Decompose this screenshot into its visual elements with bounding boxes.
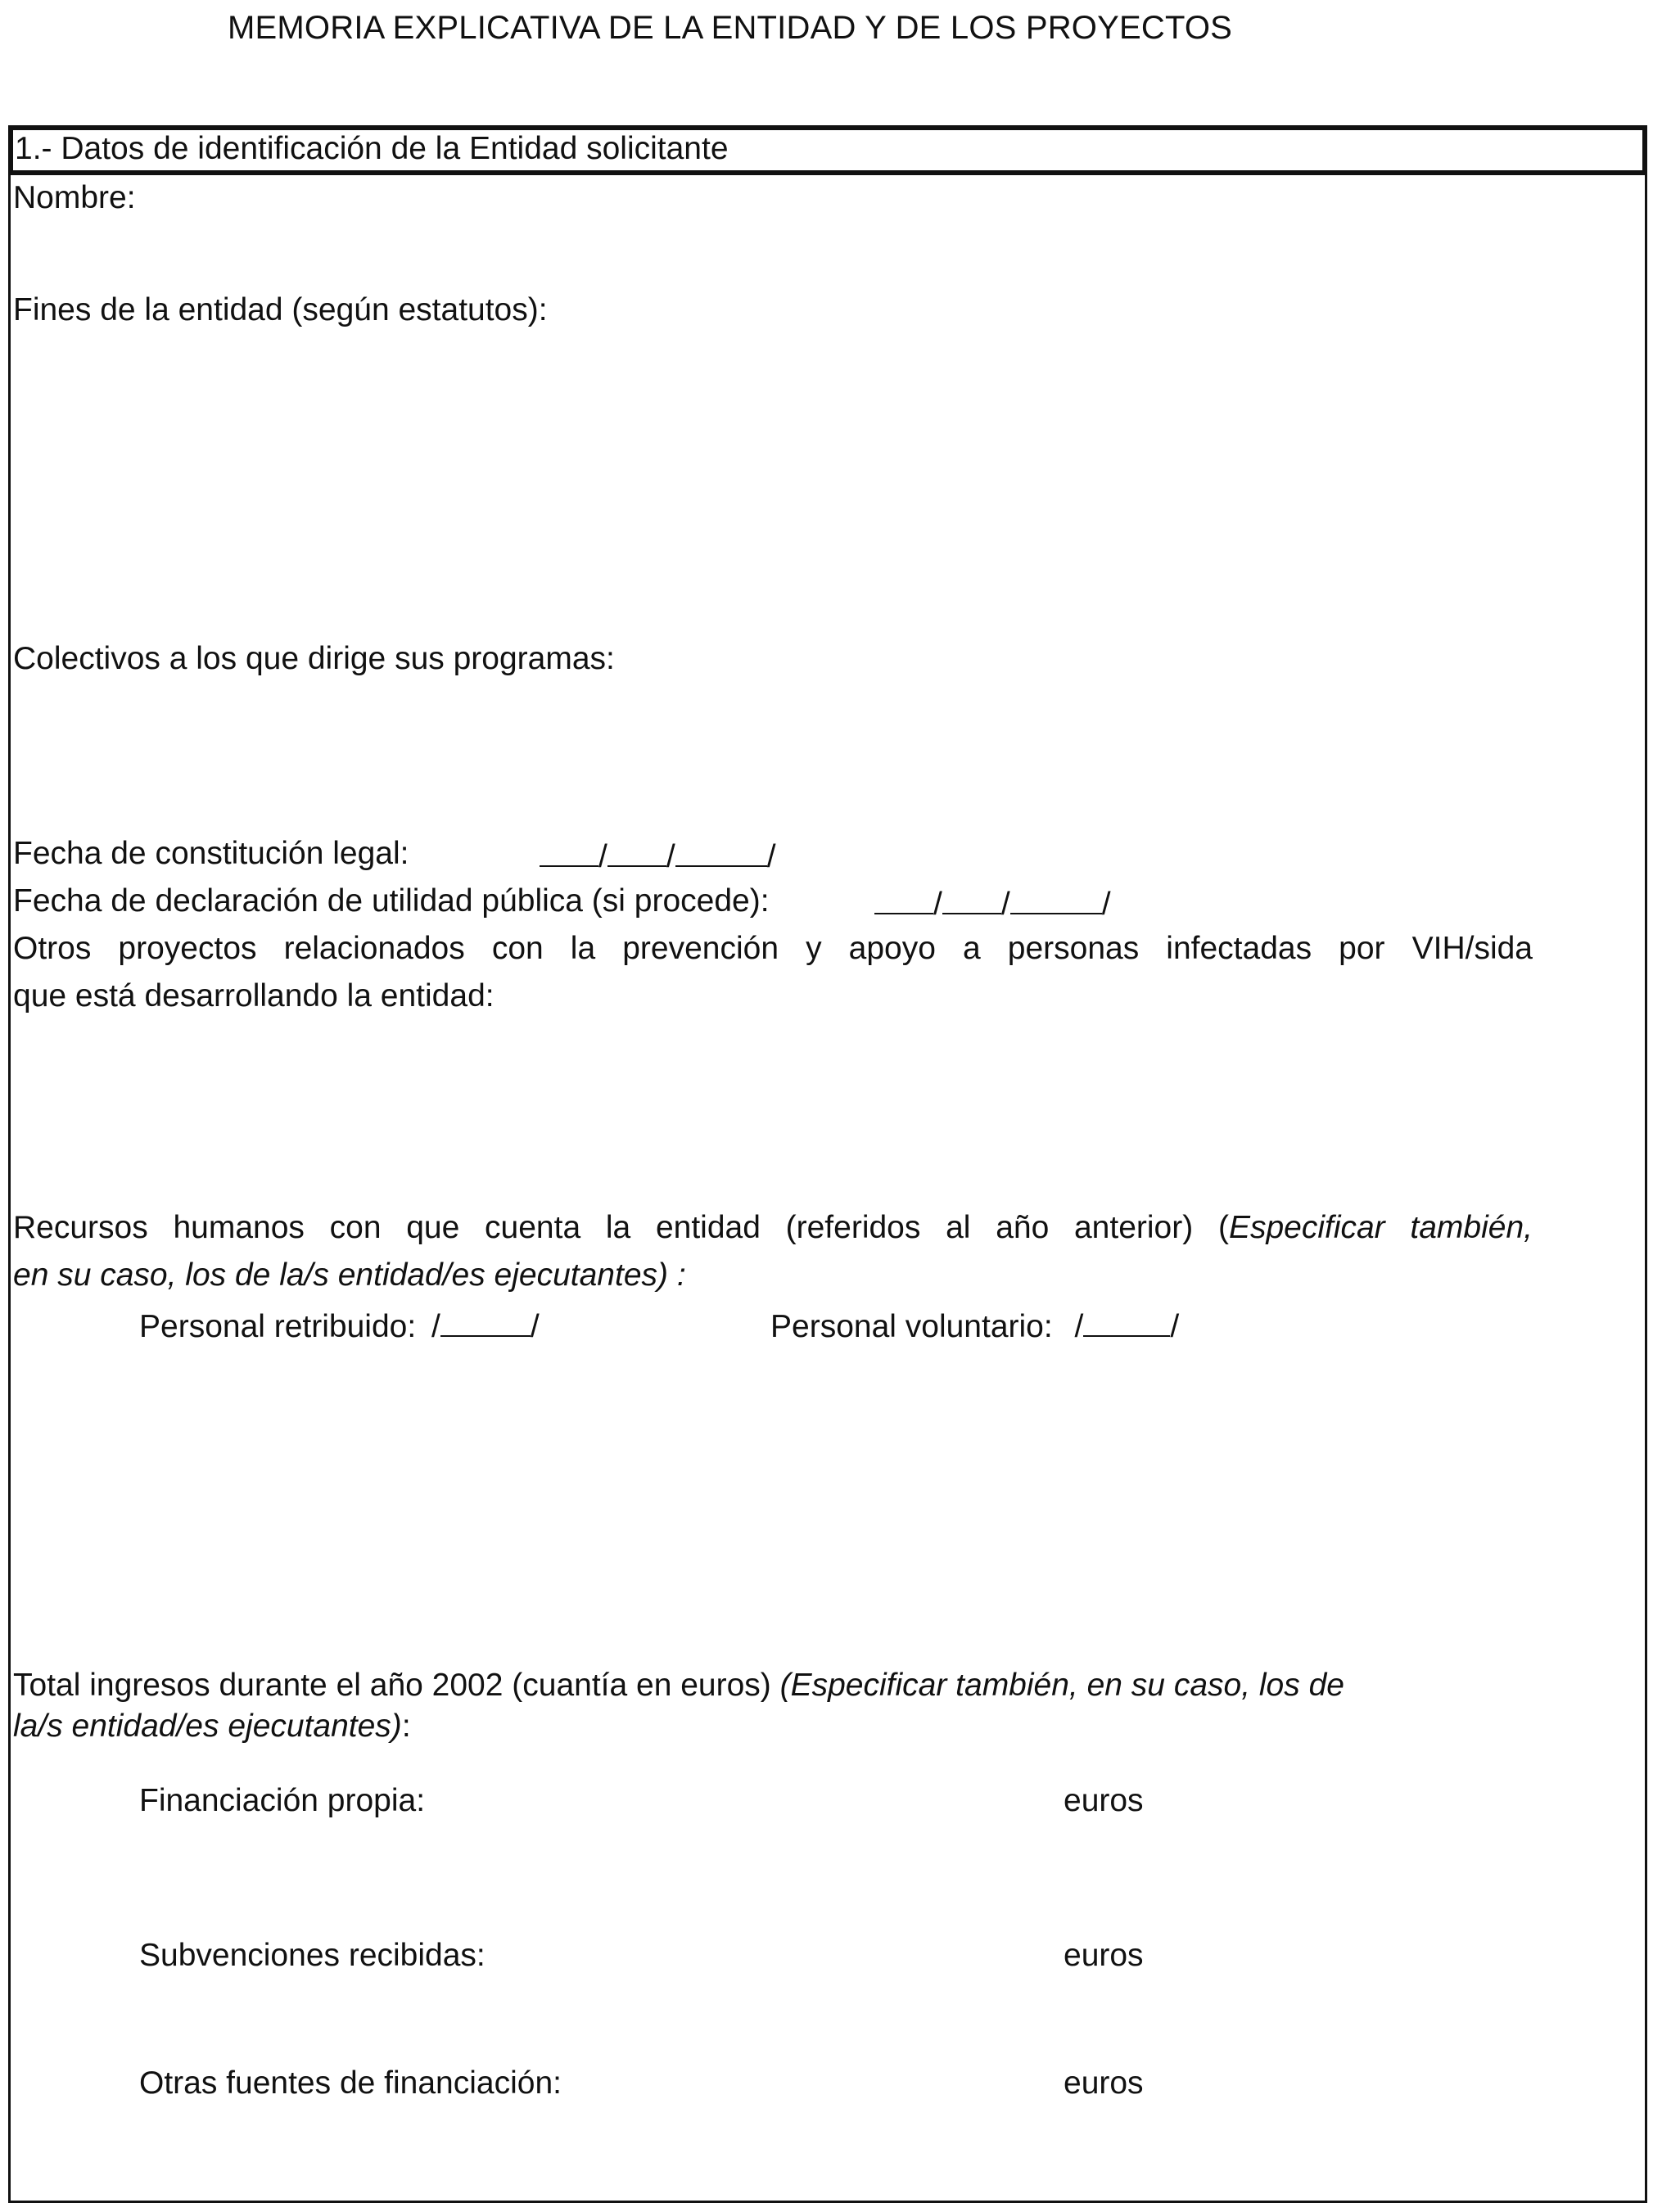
fecha-utilidad-row — [13, 883, 1111, 923]
date-separator: / — [933, 887, 942, 923]
recursos-line1-italic: Especificar también, — [1228, 1210, 1533, 1245]
fecha-utilidad-day-blank[interactable] — [874, 883, 933, 914]
fecha-constitucion-month-blank[interactable] — [607, 835, 666, 867]
otros-proyectos-line1: Otros proyectos relacionados con la prevención y apoyo a personas infectadas por VIH/sida — [13, 931, 1533, 966]
otras-fuentes-unit: euros — [1064, 2065, 1144, 2101]
date-separator: / — [666, 839, 675, 875]
nombre-label: Nombre: — [13, 180, 136, 215]
field-slash: / — [1170, 1309, 1180, 1345]
date-separator: / — [1000, 887, 1010, 923]
personal-retribuido-row — [139, 1305, 540, 1347]
ingresos-line1-text: Total ingresos durante el año 2002 (cuantía en euros) — [13, 1668, 780, 1703]
fecha-constitucion-year-blank[interactable] — [675, 835, 767, 867]
colectivos-label: Colectivos a los que dirige sus programas: — [13, 641, 615, 676]
date-separator: / — [766, 839, 776, 875]
fecha-constitucion-label: Fecha de constitución legal: — [13, 836, 409, 871]
subvenciones-label: Subvenciones recibidas: — [139, 1938, 486, 1973]
personal-voluntario-blank[interactable] — [1083, 1305, 1170, 1337]
section-header-label: 1.- Datos de identificación de la Entidad solicitante — [15, 131, 729, 166]
personal-retribuido-field[interactable] — [431, 1309, 540, 1344]
page-title: MEMORIA EXPLICATIVA DE LA ENTIDAD Y DE LOS PROYECTOS — [228, 10, 1233, 46]
financiacion-propia-unit: euros — [1064, 1783, 1144, 1818]
fecha-constitucion-day-blank[interactable] — [540, 835, 598, 867]
personal-voluntario-field[interactable] — [1075, 1309, 1180, 1344]
field-slash: / — [1074, 1309, 1084, 1345]
fecha-constitucion-field[interactable] — [540, 835, 776, 877]
ingresos-line1 — [13, 1667, 1344, 1705]
fecha-utilidad-month-blank[interactable] — [942, 883, 1001, 914]
otros-proyectos-line2: que está desarrollando la entidad: — [13, 978, 495, 1013]
form-frame — [8, 125, 1647, 2203]
fecha-utilidad-year-blank[interactable] — [1010, 883, 1102, 914]
fecha-utilidad-field[interactable] — [874, 883, 1111, 924]
ingresos-line2-italic: la/s entidad/es ejecutantes) — [13, 1709, 402, 1744]
subvenciones-unit: euros — [1064, 1938, 1144, 1973]
fecha-utilidad-label: Fecha de declaración de utilidad pública (si procede): — [13, 883, 770, 919]
date-separator: / — [598, 839, 607, 875]
recursos-line1 — [13, 1209, 1533, 1248]
fines-label: Fines de la entidad (según estatutos): — [13, 292, 548, 327]
field-slash: / — [431, 1309, 440, 1345]
financiacion-propia-label: Financiación propia: — [139, 1783, 426, 1818]
personal-voluntario-label: Personal voluntario: — [770, 1309, 1053, 1345]
field-slash: / — [530, 1309, 540, 1345]
personal-retribuido-blank[interactable] — [440, 1305, 531, 1337]
personal-retribuido-label: Personal retribuido: — [139, 1309, 417, 1345]
date-separator: / — [1101, 887, 1111, 923]
ingresos-line1-italic: (Especificar también, en su caso, los de — [779, 1668, 1344, 1703]
ingresos-line2 — [13, 1708, 411, 1746]
otras-fuentes-label: Otras fuentes de financiación: — [139, 2065, 562, 2101]
recursos-line2: en su caso, los de la/s entidad/es ejecutantes) : — [13, 1257, 686, 1293]
fecha-constitucion-row — [13, 835, 776, 875]
personal-voluntario-row — [770, 1305, 1179, 1347]
recursos-line1-text: Recursos humanos con que cuenta la entidad (referidos al año anterior) ( — [13, 1210, 1229, 1245]
ingresos-line2-colon: : — [401, 1709, 411, 1744]
